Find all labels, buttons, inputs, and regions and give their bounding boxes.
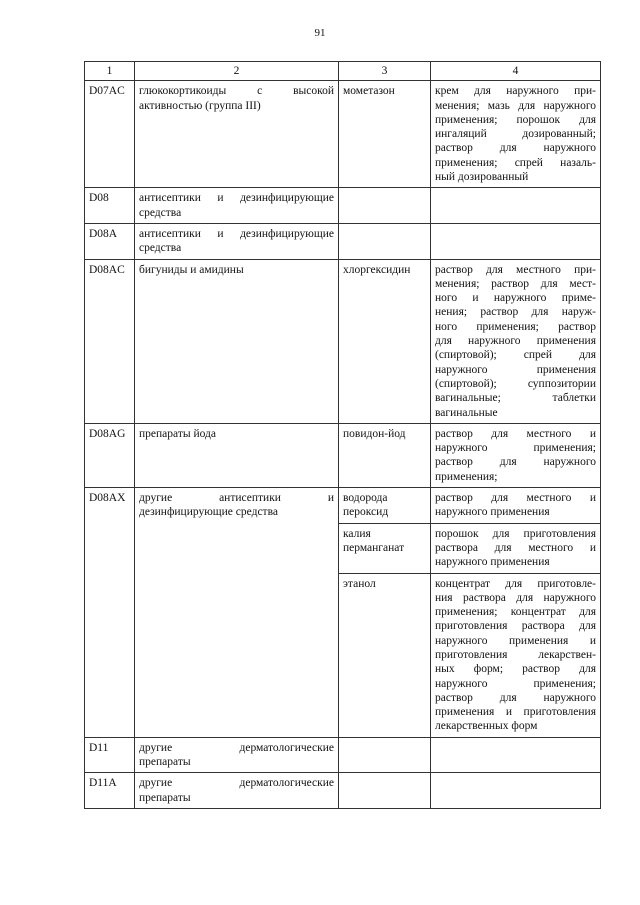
dosage-forms-line: раствор для наружного bbox=[435, 142, 596, 155]
dosage-forms-line: наружного применения bbox=[435, 363, 596, 376]
table-row bbox=[85, 259, 601, 423]
dosage-forms-line: для наружного применения bbox=[435, 335, 596, 348]
group-name-cell bbox=[135, 737, 339, 773]
dosage-forms-line: раствор для местного и bbox=[435, 492, 596, 505]
dosage-forms-cell bbox=[431, 188, 601, 224]
dosage-forms-line: менения; раствор для мест- bbox=[435, 277, 596, 290]
dosage-forms-line: применения; порошок для bbox=[435, 113, 596, 126]
substance-cell bbox=[339, 223, 431, 259]
substance-cell bbox=[339, 737, 431, 773]
dosage-forms-line: применения и приготовления bbox=[435, 706, 596, 719]
dosage-forms-line: (спиртовой); спрей для bbox=[435, 349, 596, 362]
dosage-forms-line: нения; раствор для наруж- bbox=[435, 306, 596, 319]
dosage-forms-line: раствор для местного при- bbox=[435, 263, 596, 276]
substance-cell bbox=[339, 423, 431, 487]
substance-cell bbox=[339, 188, 431, 224]
group-name-line: дезинфицирующие средства bbox=[139, 506, 278, 519]
atc-code-cell: D11 bbox=[85, 737, 135, 773]
table-row bbox=[85, 737, 601, 773]
atc-code-cell: D08AX bbox=[85, 488, 135, 738]
table-row bbox=[85, 423, 601, 487]
group-name-line: бигуниды и амидины bbox=[139, 263, 244, 276]
dosage-forms-line: концентрат для приготовле- bbox=[435, 577, 596, 590]
group-name-line: глюкокортикоиды с высокой bbox=[139, 85, 334, 98]
group-name-line: активностью (группа III) bbox=[139, 99, 261, 112]
dosage-forms-line: раствор для наружного bbox=[435, 691, 596, 704]
dosage-forms-cell bbox=[431, 259, 601, 423]
dosage-forms-line: раствор для местного и bbox=[435, 427, 596, 440]
substance-cell bbox=[339, 259, 431, 423]
dosage-forms-line: применения; спрей назаль- bbox=[435, 156, 596, 169]
dosage-forms-line: ингаляций дозированный; bbox=[435, 128, 596, 141]
group-name-line: антисептики и дезинфицирующие bbox=[139, 192, 334, 205]
group-name-cell bbox=[135, 488, 339, 738]
dosage-forms-line: наружного применения bbox=[435, 556, 550, 569]
substance-cell bbox=[339, 81, 431, 188]
group-name-line: антисептики и дезинфицирующие bbox=[139, 227, 334, 240]
substance-line: пероксид bbox=[343, 506, 389, 519]
table-row bbox=[85, 188, 601, 224]
dosage-forms-line: наружного применения и bbox=[435, 634, 596, 647]
column-header-4: 4 bbox=[431, 62, 601, 81]
dosage-forms-cell bbox=[431, 773, 601, 809]
substance-line: хлоргексидин bbox=[343, 263, 411, 276]
dosage-forms-line: раствора для местного и bbox=[435, 541, 596, 554]
table-row bbox=[85, 81, 601, 188]
page-number: 91 bbox=[314, 27, 326, 39]
substance-line: мометазон bbox=[343, 85, 395, 98]
dosage-forms-line: ных форм; раствор для bbox=[435, 663, 596, 676]
dosage-forms-line: применения; концентрат для bbox=[435, 606, 596, 619]
substance-line: перманганат bbox=[343, 541, 405, 554]
substance-line: этанол bbox=[343, 577, 376, 590]
dosage-forms-line: менения; мазь для наружного bbox=[435, 99, 596, 112]
dosage-forms-line: наружного применения bbox=[435, 506, 550, 519]
group-name-line: другие дерматологические bbox=[139, 741, 334, 754]
group-name-cell bbox=[135, 773, 339, 809]
atc-code-cell: D07AC bbox=[85, 81, 135, 188]
dosage-forms-line: приготовления раствора для bbox=[435, 620, 596, 633]
medications-table bbox=[84, 61, 601, 809]
group-name-line: средства bbox=[139, 206, 182, 219]
atc-code-cell: D08AC bbox=[85, 259, 135, 423]
atc-code-cell: D11A bbox=[85, 773, 135, 809]
substance-cell bbox=[339, 523, 431, 573]
table-header bbox=[85, 62, 601, 81]
table-row bbox=[85, 223, 601, 259]
group-name-cell bbox=[135, 223, 339, 259]
atc-code-cell: D08A bbox=[85, 223, 135, 259]
column-header-1: 1 bbox=[85, 62, 135, 81]
group-name-cell bbox=[135, 81, 339, 188]
substance-cell bbox=[339, 773, 431, 809]
column-header-3: 3 bbox=[339, 62, 431, 81]
table-row bbox=[85, 488, 601, 524]
dosage-forms-line: лекарственных форм bbox=[435, 720, 538, 733]
dosage-forms-line: порошок для приготовления bbox=[435, 527, 596, 540]
group-name-cell bbox=[135, 259, 339, 423]
dosage-forms-line: применения; bbox=[435, 470, 498, 483]
dosage-forms-line: ного применения; раствор bbox=[435, 320, 596, 333]
dosage-forms-line: ния раствора для наружного bbox=[435, 591, 596, 604]
dosage-forms-cell bbox=[431, 223, 601, 259]
group-name-line: препараты bbox=[139, 756, 191, 769]
dosage-forms-cell bbox=[431, 523, 601, 573]
substance-line: калия bbox=[343, 527, 371, 540]
dosage-forms-line: ного и наружного приме- bbox=[435, 292, 596, 305]
atc-code-cell: D08AG bbox=[85, 423, 135, 487]
dosage-forms-line: ный дозированный bbox=[435, 171, 529, 184]
atc-code-cell: D08 bbox=[85, 188, 135, 224]
dosage-forms-cell bbox=[431, 573, 601, 737]
dosage-forms-line: (спиртовой); суппозитории bbox=[435, 377, 596, 390]
group-name-cell bbox=[135, 423, 339, 487]
substance-cell bbox=[339, 488, 431, 524]
dosage-forms-line: раствор для наружного bbox=[435, 456, 596, 469]
dosage-forms-cell bbox=[431, 81, 601, 188]
substance-line: водорода bbox=[343, 492, 388, 505]
dosage-forms-line: наружного применения; bbox=[435, 442, 596, 455]
table-row bbox=[85, 773, 601, 809]
dosage-forms-cell bbox=[431, 488, 601, 524]
column-header-2: 2 bbox=[135, 62, 339, 81]
dosage-forms-line: наружного применения; bbox=[435, 677, 596, 690]
substance-cell bbox=[339, 573, 431, 737]
group-name-line: препараты bbox=[139, 791, 191, 804]
group-name-line: другие антисептики и bbox=[139, 492, 334, 505]
dosage-forms-cell bbox=[431, 423, 601, 487]
table-body bbox=[85, 81, 601, 809]
substance-line: повидон-йод bbox=[343, 427, 406, 440]
dosage-forms-cell bbox=[431, 737, 601, 773]
dosage-forms-line: вагинальные bbox=[435, 406, 498, 419]
dosage-forms-line: крем для наружного при- bbox=[435, 85, 596, 98]
dosage-forms-line: приготовления лекарствен- bbox=[435, 648, 596, 661]
header-row bbox=[85, 62, 601, 81]
group-name-line: средства bbox=[139, 242, 182, 255]
group-name-cell bbox=[135, 188, 339, 224]
dosage-forms-line: вагинальные; таблетки bbox=[435, 392, 596, 405]
group-name-line: другие дерматологические bbox=[139, 777, 334, 790]
group-name-line: препараты йода bbox=[139, 427, 216, 440]
